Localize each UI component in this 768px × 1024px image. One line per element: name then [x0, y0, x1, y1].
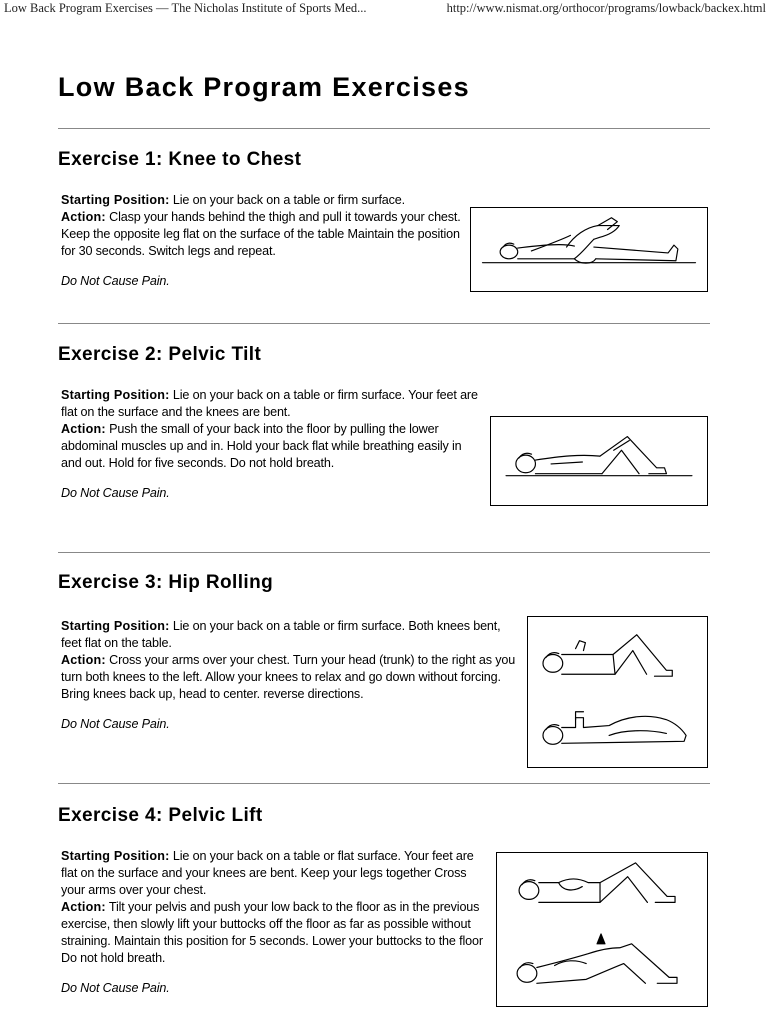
page-title: Low Back Program Exercises — [58, 72, 470, 102]
exercise-4-title: Exercise 4: Pelvic Lift — [58, 805, 263, 826]
exercise-4-starting-position: Lie on your back on a table or flat surface. Your feet are flat on the surface and your knees are bent. Keep your legs together Cross your arms over your chest. — [61, 849, 474, 897]
print-header-url: http://www.nismat.org/orthocor/programs/lowback/backex.html — [446, 1, 766, 15]
starting-position-label: Starting Position: — [61, 849, 170, 863]
action-label: Action: — [61, 900, 106, 914]
exercise-3-action: Cross your arms over your chest. Turn your head (trunk) to the right as you turn both knees to the left. Allow your knees to relax and go down without forcing. Bring knees back up, head to center. reverse directions. — [61, 653, 516, 701]
pelvic-lift-figure — [496, 852, 708, 1007]
exercise-3-starting-position: Lie on your back on a table or firm surface. Both knees bent, feet flat on the table. — [61, 619, 501, 650]
exercise-4-text — [61, 848, 491, 997]
exercise-1-action: Clasp your hands behind the thigh and pull it towards your chest. Keep the opposite leg flat on the surface of the table Maintain the position for 30 seconds. Switch legs and repeat. — [61, 210, 461, 258]
action-label: Action: — [61, 653, 106, 667]
exercise-1-warning: Do Not Cause Pain. — [61, 274, 170, 288]
starting-position-label: Starting Position: — [61, 619, 170, 633]
knee-to-chest-figure — [470, 207, 708, 292]
exercise-2-action: Push the small of your back into the floor by pulling the lower abdominal muscles up and in. Hold your back flat while breathing easily in and out. Hold for five seconds. Do not hold breath. — [61, 422, 462, 470]
exercise-4-action: Tilt your pelvis and push your low back to the floor as in the previous exercise, then slowly lift your buttocks off the floor as far as possible without straining. Maintain this position for 5 seconds. Lower your buttocks to the floor Do not hold breath. — [61, 900, 483, 965]
exercise-3-warning: Do Not Cause Pain. — [61, 717, 170, 731]
exercise-1-title: Exercise 1: Knee to Chest — [58, 149, 302, 170]
exercise-2-warning: Do Not Cause Pain. — [61, 486, 170, 500]
exercise-2-title: Exercise 2: Pelvic Tilt — [58, 344, 262, 365]
divider — [58, 128, 710, 129]
pelvic-tilt-figure — [490, 416, 708, 506]
exercise-2-text — [61, 387, 481, 502]
divider — [58, 552, 710, 553]
action-label: Action: — [61, 422, 106, 436]
exercise-3-text — [61, 618, 516, 733]
exercise-1-text — [61, 192, 466, 290]
hip-rolling-figure — [527, 616, 708, 768]
print-header — [0, 0, 768, 18]
divider — [58, 783, 710, 784]
action-label: Action: — [61, 210, 106, 224]
divider — [58, 323, 710, 324]
starting-position-label: Starting Position: — [61, 388, 170, 402]
exercise-1-starting-position: Lie on your back on a table or firm surface. — [172, 193, 406, 207]
exercise-4-warning: Do Not Cause Pain. — [61, 981, 170, 995]
print-header-title: Low Back Program Exercises — The Nicholas Institute of Sports Med... — [4, 1, 367, 15]
starting-position-label: Starting Position: — [61, 193, 170, 207]
exercise-3-title: Exercise 3: Hip Rolling — [58, 572, 274, 593]
exercise-2-starting-position: Lie on your back on a table or firm surface. Your feet are flat on the surface and the knees are bent. — [61, 388, 478, 419]
